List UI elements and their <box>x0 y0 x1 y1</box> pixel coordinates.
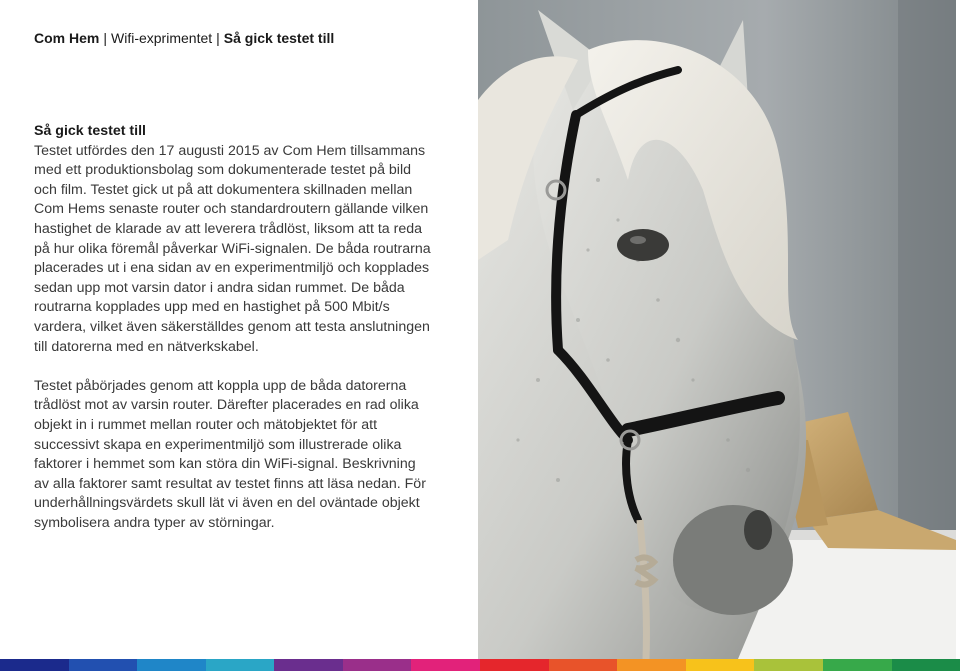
color-stripe-segment <box>480 659 549 671</box>
text-column <box>0 0 478 659</box>
color-stripe-segment <box>0 659 69 671</box>
color-stripe-segment <box>549 659 618 671</box>
color-stripe-segment <box>343 659 412 671</box>
color-stripe-segment <box>69 659 138 671</box>
breadcrumb <box>34 30 334 46</box>
horse-photo <box>478 0 956 659</box>
color-stripe-segment <box>754 659 823 671</box>
article-paragraph-2: Testet påbörjades genom att koppla upp de båda datorerna trådlöst mot av varsin router. Därefter placerades en rad olika objekt in i rummet mellan router och mätobjektet för att successivt skapa en experimentmiljö som illustrerade olika faktorer i hemmet som kan störa din WiFi-signal. Beskrivning av alla faktorer samt resultat av testet finns att läsa nedan. För underhållningsvärdets skull lät vi även en del oväntade objekt symbolisera andra typer av störningar. <box>34 377 426 531</box>
breadcrumb-current: Så gick testet till <box>223 30 335 46</box>
color-stripe-segment <box>686 659 755 671</box>
color-stripe-segment <box>137 659 206 671</box>
color-stripe-segment <box>617 659 686 671</box>
breadcrumb-brand: Com Hem <box>34 30 100 46</box>
article <box>34 122 434 533</box>
color-stripe-segment <box>823 659 892 671</box>
horse-illustration <box>478 0 956 659</box>
color-stripe-segment <box>206 659 275 671</box>
color-stripe-segment <box>411 659 480 671</box>
color-stripe <box>0 659 960 671</box>
breadcrumb-section: Wifi-exprimentet <box>111 30 213 46</box>
color-stripe-segment <box>892 659 960 671</box>
breadcrumb-separator: | <box>216 30 220 46</box>
color-stripe-segment <box>274 659 343 671</box>
article-heading: Så gick testet till <box>34 123 146 139</box>
breadcrumb-separator: | <box>103 30 107 46</box>
article-paragraph-1: Testet utfördes den 17 augusti 2015 av Com Hem tillsammans med ett produktionsbolag som dokumenterade testet på bild och film. Testet gick ut på att dokumentera skillnaden mellan Com Hems senaste router och standardroutern gällande vilken hastighet de klarade av att leverera trådlöst, liksom att ta reda på hur olika föremål påverkar WiFi-signalen. De båda routrarna placerades ut i ena sidan av en experimentmiljö och kopplades sedan upp mot varsin dator i andra sidan rummet. De båda routrarna kopplades upp med en hastighet på 500 Mbit/s vardera, vilket även säkerställdes genom att testa anslutningen till datorerna med en nätverkskabel. <box>34 142 431 355</box>
